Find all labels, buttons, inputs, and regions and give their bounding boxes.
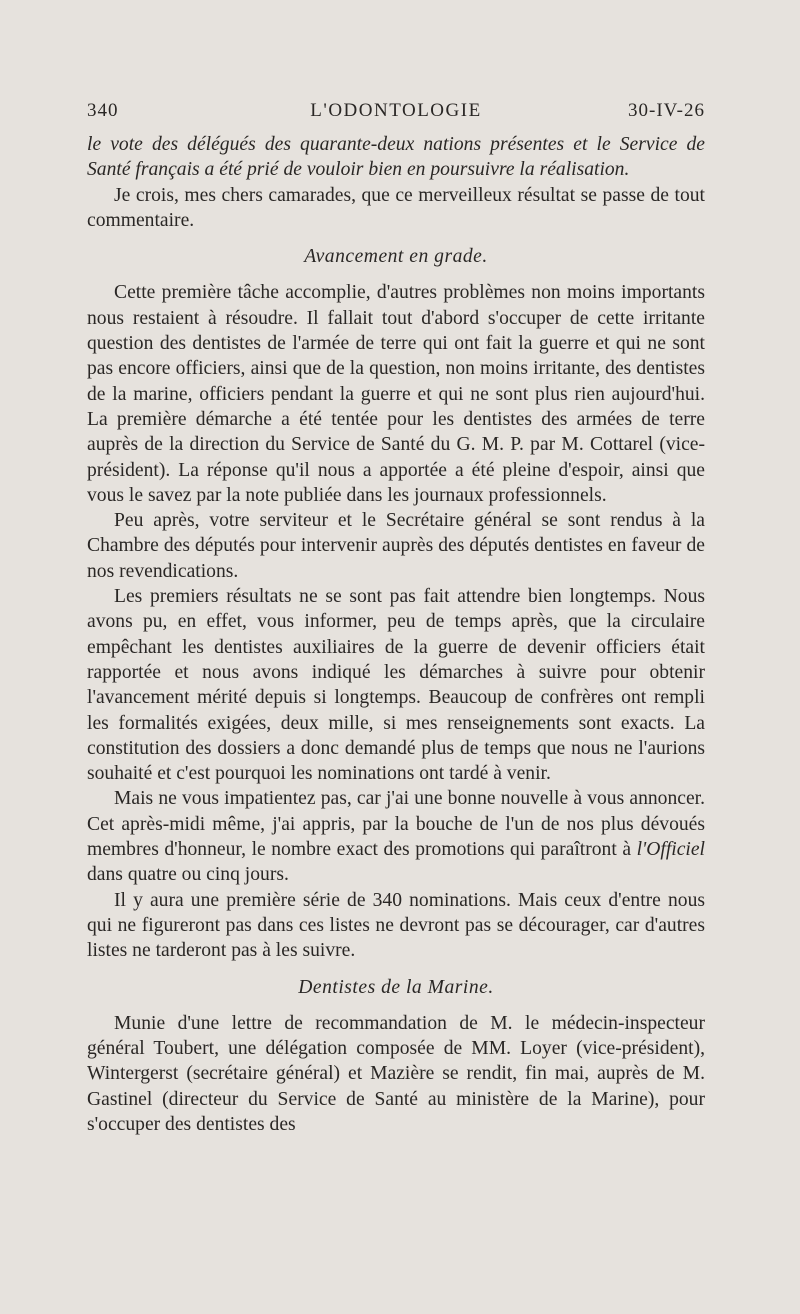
article-body: [87, 132, 705, 1137]
paragraph: Munie d'une lettre de recommandation de M. le médecin-inspecteur général Toubert, une délégation composée de MM. Loyer (vice-président), Wintergerst (secrétaire général) et Mazière se rendit, fin mai, auprès de M. Gastinel (directeur du Service de Santé au ministère de la Marine), pour s'occuper des dentistes des: [87, 1012, 705, 1135]
paragraph: [87, 786, 705, 887]
paragraph: Il y aura une première série de 340 nominations. Mais ceux d'entre nous qui ne figureront pas dans ces listes ne devront pas se décourager, car d'autres listes ne tarderont pas à les suivre.: [87, 889, 705, 962]
paragraph: Peu après, votre serviteur et le Secrétaire général se sont rendus à la Chambre des députés pour intervenir auprès des députés dentistes en faveur de nos revendications.: [87, 510, 705, 582]
paragraph: Cette première tâche accomplie, d'autres problèmes non moins importants nous restaient à résoudre. Il fallait tout d'abord s'occuper de cette irritante question des dentistes de l'armée de terre qui ont fait la guerre et qui ne sont pas encore officiers, ainsi que de la question, non moins irritante, des dentistes de la marine, officiers pendant la guerre et qui ne sont plus rien aujourd'hui. La première démarche a été tentée pour les dentistes des armées de terre auprès de la direction du Service de Santé du G. M. P. par M. Cottarel (vice-président). La réponse qu'il nous a apportée a été pleine d'espoir, ainsi que vous le savez par la note publiée dans les journaux professionnels.: [87, 282, 705, 506]
paragraph: Les premiers résultats ne se sont pas fait attendre bien longtemps. Nous avons pu, en effet, vous informer, peu de temps après, que la circulaire empêchant les dentistes auxiliaires de la guerre de devenir officiers était rapportée et nous avons indiqué les démarches à suivre pour obtenir l'avancement mérité depuis si longtemps. Beaucoup de confrères ont rempli les formalités exigées, deux mille, si mes renseignements sont exacts. La constitution des dossiers a donc demandé plus de temps que nous ne l'aurions souhaité et c'est pourquoi les nominations ont tardé à venir.: [87, 586, 705, 785]
section-heading-avancement: Avancement en grade.: [304, 246, 488, 268]
section-heading-marine: Dentistes de la Marine.: [298, 976, 494, 998]
page-number: 340: [87, 100, 119, 121]
paragraph-text: dans quatre ou cinq jours.: [87, 864, 289, 886]
intro-paragraph: le vote des délégués des quarante-deux nations présentes et le Service de Santé français a été prié de vouloir bien en poursuivre la réalisation.: [87, 134, 705, 181]
issue-date: 30-IV-26: [628, 100, 705, 121]
paragraph-text: Mais ne vous impatientez pas, car j'ai une bonne nouvelle à vous annoncer. Cet après-midi même, j'ai appris, par la bouche de l'un de nos plus dévoués membres d'honneur, le nombre exact des promotions qui paraîtront à: [87, 788, 705, 861]
journal-title: L'ODONTOLOGIE: [310, 100, 482, 121]
paragraph: Je crois, mes chers camarades, que ce merveilleux résultat se passe de tout commentaire.: [87, 184, 705, 231]
officiel-title: l'Officiel: [636, 839, 705, 861]
